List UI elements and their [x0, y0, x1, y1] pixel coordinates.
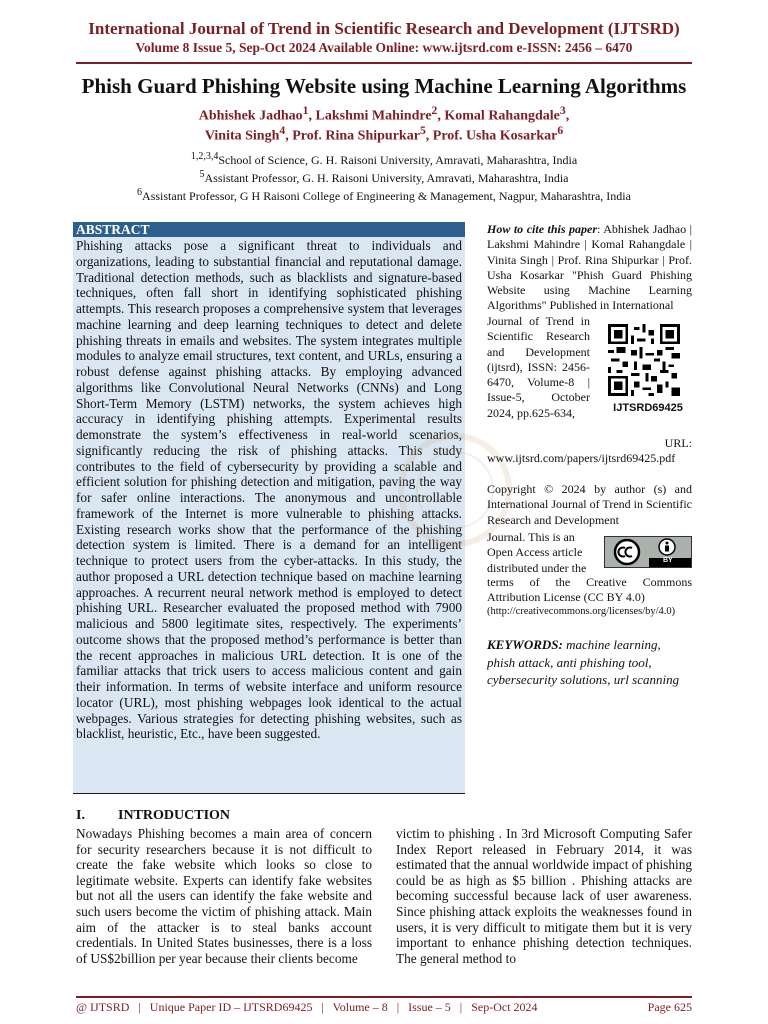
cc-by-label: BY: [663, 557, 673, 564]
section-number: I.: [76, 808, 85, 823]
authors-line-2: [0, 124, 768, 145]
journal-issue-line: Volume 8 Issue 5, Sep-Oct 2024 Available Online: www.ijtsrd.com e-ISSN: 2456 – 6470: [135, 40, 633, 55]
author-affil-sup: 2: [431, 104, 438, 117]
author-affil-sup: 5: [419, 124, 426, 137]
affiliation-sup: 5: [199, 169, 205, 180]
affiliation-sup: 6: [137, 187, 143, 198]
author-sep: ,: [565, 108, 570, 124]
license-url[interactable]: (http://creativecommons.org/licenses/by/4.0): [487, 606, 676, 617]
qr-paper-id: IJTSRD69425: [613, 402, 683, 414]
affiliation-text: Assistant Professor, G H Raisoni College of Engineering & Management, Nagpur, Maharashtra, India: [142, 189, 631, 203]
section-heading-introduction: [76, 808, 230, 824]
affiliation: [0, 151, 768, 168]
affiliation-sup: 1,2,3,4: [190, 151, 219, 162]
author-affil-sup: 1: [302, 104, 309, 117]
author-affil-sup: 6: [557, 124, 564, 137]
copyright-license-text: terms of the Creative Commons Attribution License (CC BY 4.0): [487, 575, 692, 605]
keywords-text: machine learning, phish attack, anti phishing tool, cybersecurity solutions, url scanning: [487, 637, 680, 687]
journal-title: International Journal of Trend in Scientific Research and Development (IJTSRD): [88, 19, 680, 38]
citation-block: [487, 222, 692, 314]
affiliation-text: School of Science, G. H. Raisoni University, Amravati, Maharashtra, India: [218, 153, 578, 167]
affiliation: [0, 187, 768, 204]
abstract-box: [73, 222, 465, 794]
author-affil-sup: 3: [559, 104, 566, 117]
creative-commons-icon: [605, 537, 691, 567]
keywords-block: [487, 636, 692, 689]
author-affil-sup: 4: [279, 124, 286, 137]
footer-divider: [76, 996, 692, 998]
author-name: , Komal Rahangdale: [437, 108, 560, 124]
citation-url-label: URL:: [664, 436, 692, 450]
intro-text-right-column: victim to phishing . In 3rd Microsoft Computing Safer Index Report released in February 2014, it was estimated that the annual worldwide impact of phishing could be as high as $5 billion . Phishing attacks are becoming successful because lack of user awareness. Since phishing attack exploits the weaknesses found in users, it is very difficult to mitigate them but it is very important to enhance phishing detection techniques. The general method to: [396, 826, 692, 966]
page-number: Page 625: [647, 1000, 692, 1014]
qr-code: [604, 324, 692, 424]
copyright-block: Copyright © 2024 by author (s) and International Journal of Trend in Scientific Research and Development: [487, 482, 692, 527]
copyright-text-narrow: Journal. This is an Open Access article distributed under the: [487, 530, 587, 575]
intro-text-left-column: Nowadays Phishing becomes a main area of concern for security researchers because it is not difficult to create the fake website which looks so close to legitimate website. Experts can identify fake websites but not all the users can identify the fake website and such users become the victim of phishing attack. Main aim of the attacker is to steal banks account credentials. In United States businesses, there is a loss of US$2billion per year because their clients become: [76, 826, 372, 966]
qr-code-icon: [608, 324, 680, 396]
citation-url-block: [487, 436, 692, 467]
author-name: Vinita Singh: [204, 128, 280, 144]
paper-title: Phish Guard Phishing Website using Machine Learning Algorithms: [81, 74, 687, 98]
abstract-heading: ABSTRACT: [73, 222, 465, 237]
footer-info: @ IJTSRD | Unique Paper ID – IJTSRD69425 | Volume – 8 | Issue – 5 | Sep-Oct 2024: [76, 1000, 538, 1014]
section-title: INTRODUCTION: [118, 808, 231, 823]
author-name: Abhishek Jadhao: [198, 108, 303, 124]
author-name: , Lakshmi Mahindre: [308, 108, 432, 124]
affiliation-text: Assistant Professor, G. H. Raisoni University, Amravati, Maharashtra, India: [204, 171, 569, 185]
citation-text: : Abhishek Jadhao | Lakshmi Mahindre | Komal Rahangdale | Vinita Singh | Prof. Rina Shipurkar | Prof. Usha Kosarkar "Phish Guard Phishing Website using Machine Learning Algorithms" Published in International: [487, 222, 692, 313]
citation-url[interactable]: www.ijtsrd.com/papers/ijtsrd69425.pdf: [487, 451, 676, 466]
cc-by-license-badge[interactable]: [604, 536, 692, 568]
author-name: , Prof. Rina Shipurkar: [285, 128, 420, 144]
affiliation: [0, 169, 768, 186]
keywords-label: KEYWORDS:: [487, 637, 563, 652]
header-divider: [76, 62, 692, 64]
authors-line-1: [0, 104, 768, 125]
author-name: , Prof. Usha Kosarkar: [425, 128, 558, 144]
abstract-text: Phishing attacks pose a significant threat to individuals and organizations, leading to substantial financial and reputational damage. Traditional detection methods, such as blacklists and signature-based techniques, often fall short in identifying sophisticated phishing attempts. This research proposes a comprehensive system that leverages machine learning and deep learning techniques to detect and delete phishing threats in emails and websites. The system integrates multiple modules to analyze email structures, text content, and URLs, ensuring a robust defense against phishing attacks. By employing advanced algorithms like Convolutional Neural Networks (CNNs) and Long Short-Term Memory (LSTM) networks, the system achieves high accuracy in identifying phishing attempts. Experimental results demonstrate the system’s effectiveness in real-world scenarios, significantly reducing the risk of phishing attacks. This study contributes to the field of cybersecurity by providing a scalable and efficient solution for phishing detection and mitigation, paving the way for safer online interactions. The anonymous and uncontrollable framework of the Internet is more vulnerable to phishing attacks. Existing research works show that the performance of the phishing detection system is limited. There is a demand for an intelligent technique to protect users from the cyber-attacks. In this study, the author proposed a URL detection technique based on machine learning approaches. A recurrent neural network method is employed to detect phishing URL. Researcher evaluated the proposed method with 7900 malicious and 5800 legitimate sites, respectively. The experiments’ outcome shows that the proposed method’s performance is better than the recent approaches in malicious URL detection. It is one of the familiar attacks that trick users to access malicious content and gain their information. In terms of website interface and uniform resource locator (URL), most phishing webpages look identical to the actual webpages. Various strategies for detecting phishing websites, such as blacklist, heuristic, Etc., have been suggested.: [76, 238, 462, 742]
citation-text-narrow: Journal of Trend in Scientific Research and Development (ijtsrd), ISSN: 2456-6470, Volume-8 | Issue-5, October 2024, pp.625-634,: [487, 314, 590, 420]
citation-label: How to cite this paper: [487, 222, 598, 236]
